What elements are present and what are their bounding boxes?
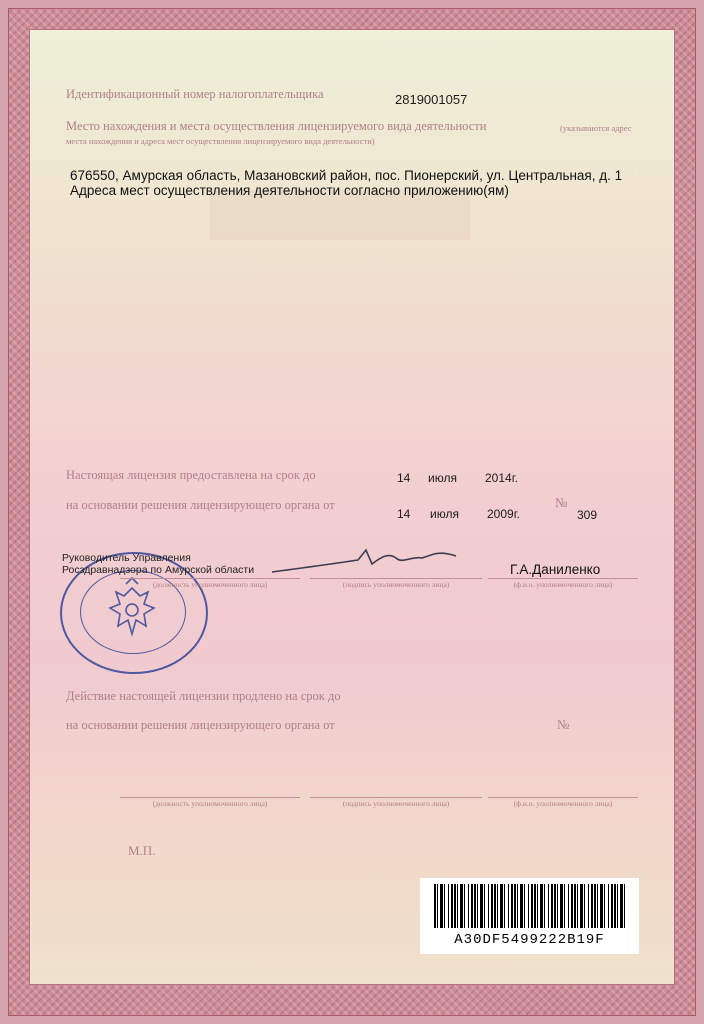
decision-year: 2009г.	[487, 507, 520, 521]
extension-number-sign: №	[557, 717, 570, 732]
ext-caption-position: (должность уполномоченного лица)	[152, 799, 268, 808]
signatory-position-2: Росздравнадзора по Амурской области	[62, 564, 255, 576]
extension-term-label: Действие настоящей лицензии продлено на срок до	[66, 689, 341, 703]
term-month: июля	[428, 471, 457, 485]
barcode-bars	[434, 884, 626, 928]
decision-number-sign: №	[555, 495, 568, 510]
caption-signature: (подпись уполномоченного лица)	[342, 580, 450, 589]
taxpayer-value: 2819001057	[395, 92, 468, 107]
position-underline	[120, 578, 300, 579]
decision-month: июля	[430, 507, 459, 521]
signature-scribble	[262, 542, 462, 582]
caption-name: (ф.и.о. уполномоченного лица)	[513, 580, 613, 589]
decision-day: 14	[397, 507, 411, 521]
ext-name-underline	[488, 797, 638, 798]
location-note-1: (указываются адрес	[560, 123, 632, 133]
taxpayer-label: Идентификационный номер налогоплательщика	[66, 87, 324, 101]
term-day: 14	[397, 471, 411, 485]
signatory-position-1: Руководитель Управления	[62, 552, 191, 564]
ext-caption-signature: (подпись уполномоченного лица)	[342, 799, 450, 808]
decision-label: на основании решения лицензирующего органа от	[66, 498, 335, 512]
barcode-label	[420, 878, 639, 954]
barcode-text: A30DF5499222B19F	[454, 932, 605, 948]
signature-underline	[310, 578, 482, 579]
location-label: Место нахождения и места осуществления лицензируемого вида деятельности	[66, 119, 487, 133]
decision-number: 309	[577, 508, 598, 522]
extension-decision-label: на основании решения лицензирующего органа от	[66, 718, 335, 732]
ext-position-underline	[120, 797, 300, 798]
address-line-1: 676550, Амурская область, Мазановский район, пос. Пионерский, ул. Центральная, д. 1	[70, 168, 623, 183]
location-note-2: места нахождения и адреса мест осуществления лицензируемого вида деятельности)	[66, 136, 375, 146]
term-label: Настоящая лицензия предоставлена на срок до	[66, 468, 316, 482]
caption-position: (должность уполномоченного лица)	[152, 580, 268, 589]
seal-place-label: М.П.	[128, 843, 156, 858]
address-line-2: Адреса мест осуществления деятельности согласно приложению(ям)	[70, 183, 509, 198]
term-year: 2014г.	[485, 471, 518, 485]
ext-caption-name: (ф.и.о. уполномоченного лица)	[513, 799, 613, 808]
ext-signature-underline	[310, 797, 482, 798]
name-underline	[488, 578, 638, 579]
signatory-name: Г.А.Даниленко	[510, 562, 601, 577]
